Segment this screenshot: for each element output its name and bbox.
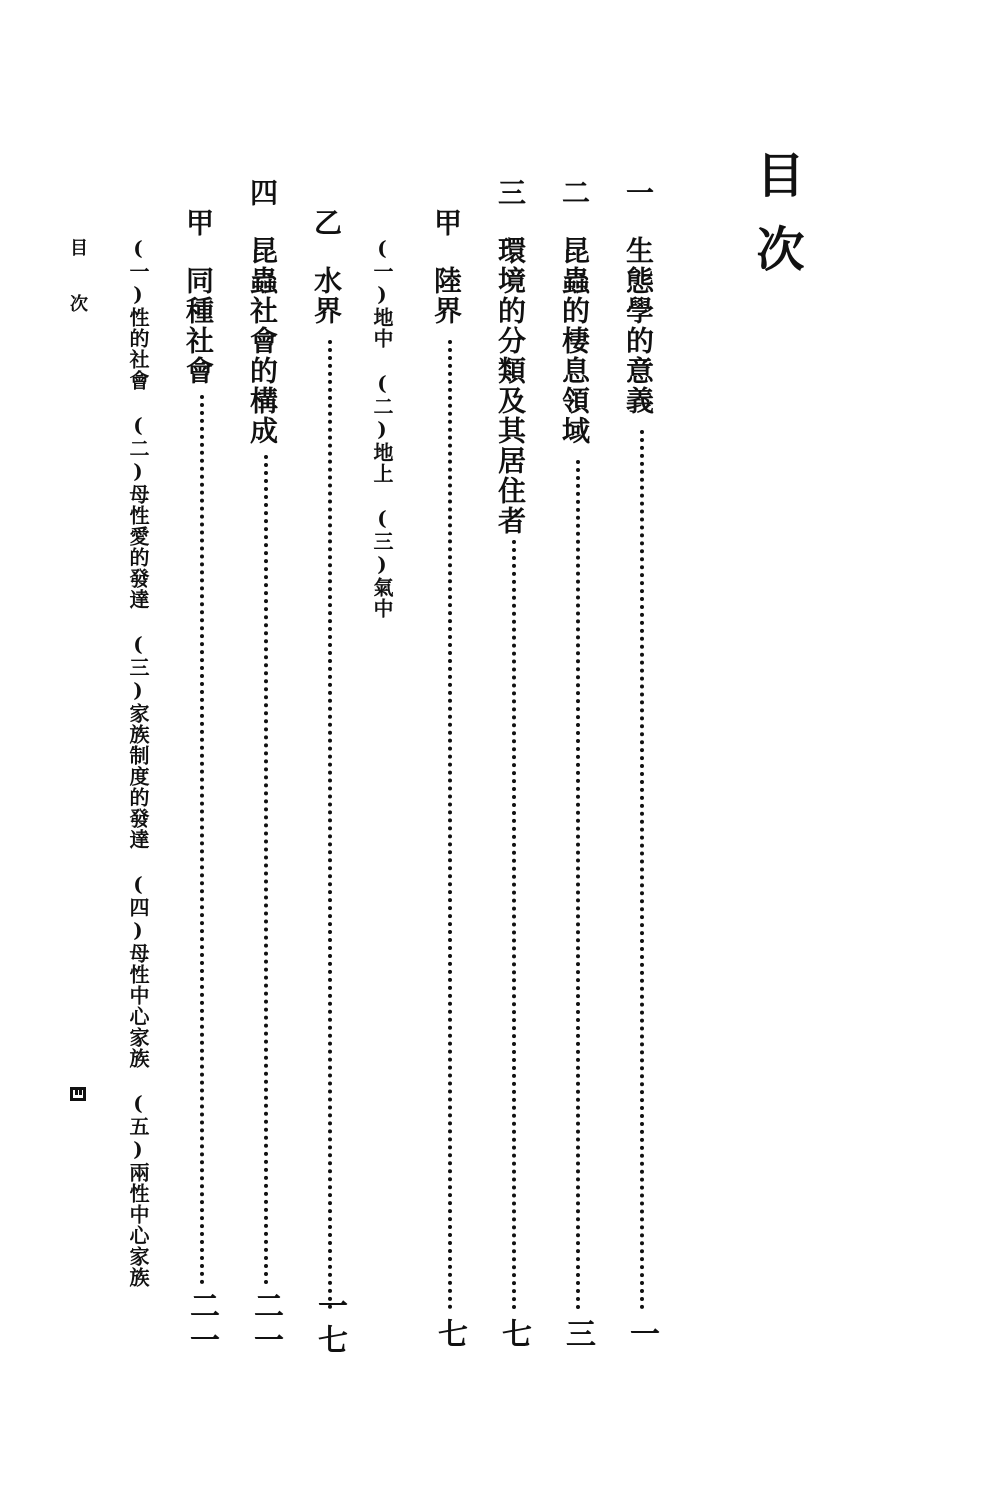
entry-3b-title: 水界 — [310, 266, 343, 326]
entry-3a-sub-2: (二)地上 — [370, 371, 394, 484]
running-head: 目次 — [67, 238, 88, 350]
entry-4a-page: 二一 — [184, 1290, 219, 1358]
entry-1-number: 一 — [622, 178, 655, 206]
entry-3-title: 環境的分類及其居住者 — [494, 236, 527, 536]
entry-4a-sub-5: (五)兩性中心家族 — [126, 1091, 150, 1288]
entry-4a-number: 甲 — [182, 208, 215, 236]
entry-2-number: 二 — [558, 178, 591, 206]
entry-2-leader — [576, 460, 580, 1310]
entry-3a-subitems — [372, 236, 392, 619]
entry-3-leader — [512, 540, 516, 1310]
entry-3a-sub-3: (三)氣中 — [370, 506, 394, 619]
entry-3b-leader — [328, 340, 332, 1310]
folio-page-number — [70, 1087, 86, 1101]
entry-3a-sub-1: (一)地中 — [370, 236, 394, 349]
entry-1-leader — [640, 430, 644, 1310]
entry-3-page: 七 — [496, 1318, 531, 1352]
entry-3a-leader — [448, 340, 452, 1310]
entry-1-title: 生態學的意義 — [622, 236, 655, 416]
entry-2-page: 三 — [560, 1318, 595, 1352]
entry-4a-sub-4: (四)母性中心家族 — [126, 872, 150, 1069]
entry-3a-number: 甲 — [430, 208, 463, 236]
entry-4a-title: 同種社會 — [182, 266, 215, 386]
entry-1-page: 一 — [624, 1318, 659, 1352]
entry-4a-sub-2: (二)母性愛的發達 — [126, 413, 150, 610]
entry-4-leader — [264, 455, 268, 1285]
entry-4a-subitems — [128, 236, 148, 1288]
entry-4a-sub-3: (三)家族制度的發達 — [126, 632, 150, 850]
entry-2-title: 昆蟲的棲息領域 — [558, 236, 591, 446]
entry-3a-page: 七 — [432, 1318, 467, 1352]
entry-3-number: 三 — [494, 178, 527, 206]
entry-4-number: 四 — [246, 178, 279, 206]
entry-3a-title: 陸界 — [430, 266, 463, 326]
entry-3b-page: 一七 — [312, 1290, 347, 1358]
entry-4a-leader — [200, 395, 204, 1285]
entry-4-page: 二一 — [248, 1290, 283, 1358]
entry-4a-sub-1: (一)性的社會 — [126, 236, 150, 391]
entry-3b-number: 乙 — [310, 208, 343, 236]
entry-4-title: 昆蟲社會的構成 — [246, 236, 279, 446]
page-title: 目次 — [748, 150, 804, 298]
